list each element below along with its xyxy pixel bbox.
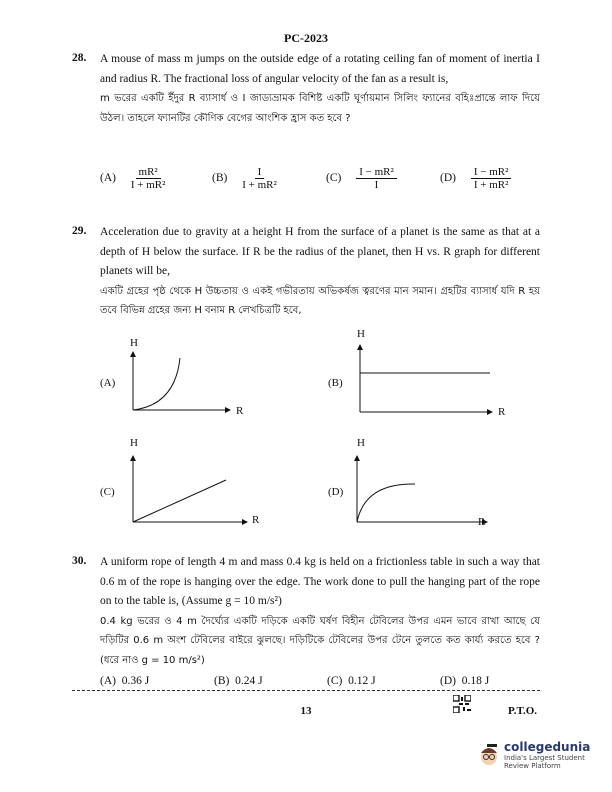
footer-divider — [72, 690, 540, 691]
numerator: I − mR² — [356, 166, 397, 179]
numerator: I — [255, 166, 265, 179]
option-label: (D) — [440, 172, 456, 185]
question-bengali: একটি গ্রহের পৃষ্ঠ থেকে H উচ্চতায় ও একই গভীরতায় অভিকর্ষজ ত্বরণের মান সমান। গ্রহটির ব্যাসার্ধ যদি R হয় তবে বিভিন্ন গ্রহের জন্য H বনাম R লেখচিত্রটি হবে, — [100, 285, 540, 316]
option-text: 0.18 J — [461, 675, 490, 687]
question-number: 29. — [72, 225, 87, 237]
question-english: Acceleration due to gravity at a height H from the surface of a planet is the same as that at a depth of H below the surface. If R be the radius of the planet, then H vs. R graph for different planets will be, — [100, 226, 540, 277]
pto-label: P.T.O. — [508, 705, 538, 717]
graph-b-label[interactable]: (B) — [328, 377, 343, 389]
option-label: (B) — [212, 172, 228, 185]
question-english: A uniform rope of length 4 m and mass 0.4 kg is held on a frictionless table in such a way that 0.6 m of the rope is hanging over the edge. The work done to pull the hanging part of the rope on to the table is, (Assume g = 10 m/s²) — [100, 556, 540, 607]
graph-d-label[interactable]: (D) — [328, 486, 344, 498]
graph-c-label[interactable]: (C) — [100, 486, 115, 498]
graph-b-x-label: R — [498, 406, 506, 418]
denominator: I + mR² — [242, 179, 277, 191]
option-label: (A) — [100, 172, 116, 185]
denominator: I + mR² — [130, 179, 166, 191]
option-label: (B) — [214, 675, 230, 687]
option-text: 0.36 J — [121, 675, 150, 687]
graph-a-x-label: R — [236, 405, 244, 417]
page-header: PC-2023 — [284, 31, 328, 45]
option-c[interactable] — [327, 675, 376, 687]
option-d[interactable] — [440, 675, 489, 687]
denominator: I — [374, 179, 379, 191]
option-label: (C) — [326, 172, 342, 185]
graph-a — [133, 352, 230, 410]
denominator: I + mR² — [473, 179, 509, 191]
option-label: (D) — [440, 675, 456, 687]
numerator: mR² — [136, 166, 161, 179]
option-label: (C) — [327, 675, 343, 687]
brand-name: collegedunia — [504, 740, 591, 754]
graph-d-x-label: R — [478, 516, 486, 528]
mascot-icon — [478, 743, 500, 767]
graph-a-label[interactable]: (A) — [100, 377, 116, 389]
graph-b — [360, 345, 492, 412]
question-number: 28. — [72, 52, 87, 64]
question-english: A mouse of mass m jumps on the outside edge of a rotating ceiling fan of moment of inertia I and radius R. The fractional loss of angular velocity of the fan as a result is, — [100, 53, 540, 85]
watermark-logo — [478, 740, 610, 770]
option-label: (A) — [100, 675, 116, 687]
graph-c-x-label: R — [252, 514, 260, 526]
graph-b-y-label: H — [357, 328, 365, 340]
question-bengali: 0.4 kg ভরের ও 4 m দৈর্ঘ্যের একটি দড়িকে একটি ঘর্ষণ বিহীন টেবিলের উপর এমন ভাবে রাখা আছে যে দড়িটির 0.6 m অংশ টেবিলের বাইরে ঝুলছে। দড়িটিকে টেবিলের উপর টেনে তুলতে কত কার্য্য করতে হবে ? (ধরে নাও g = 10 m/s²) — [100, 615, 540, 666]
qr-code-icon — [453, 695, 471, 713]
brand-tagline: India's Largest Student Review Platform — [504, 754, 585, 770]
graph-c — [133, 456, 247, 522]
option-text: 0.12 J — [348, 675, 376, 687]
question-number: 30. — [72, 555, 87, 567]
question-30-text — [100, 553, 540, 670]
graph-d — [357, 456, 487, 522]
option-a[interactable] — [100, 675, 149, 687]
option-text: 0.24 J — [235, 675, 263, 687]
numerator: I − mR² — [471, 166, 512, 179]
page-number: 13 — [300, 705, 312, 717]
graph-c-y-label: H — [130, 437, 138, 449]
graph-d-y-label: H — [357, 437, 365, 449]
option-b[interactable] — [214, 675, 263, 687]
graph-a-y-label: H — [130, 337, 138, 349]
question-bengali: m ভরের একটি ইঁদুর R ব্যাসার্ধ ও I জাড্যভ্রামক বিশিষ্ট একটি ঘূর্ণায়মান সিলিং ফ্যানের বহিঃপ্রান্তে লাফ দিয়ে উঠল। তাহলে ফ্যানটির কৌণিক বেগের আংশিক হ্রাস কত হবে ? — [100, 93, 540, 124]
